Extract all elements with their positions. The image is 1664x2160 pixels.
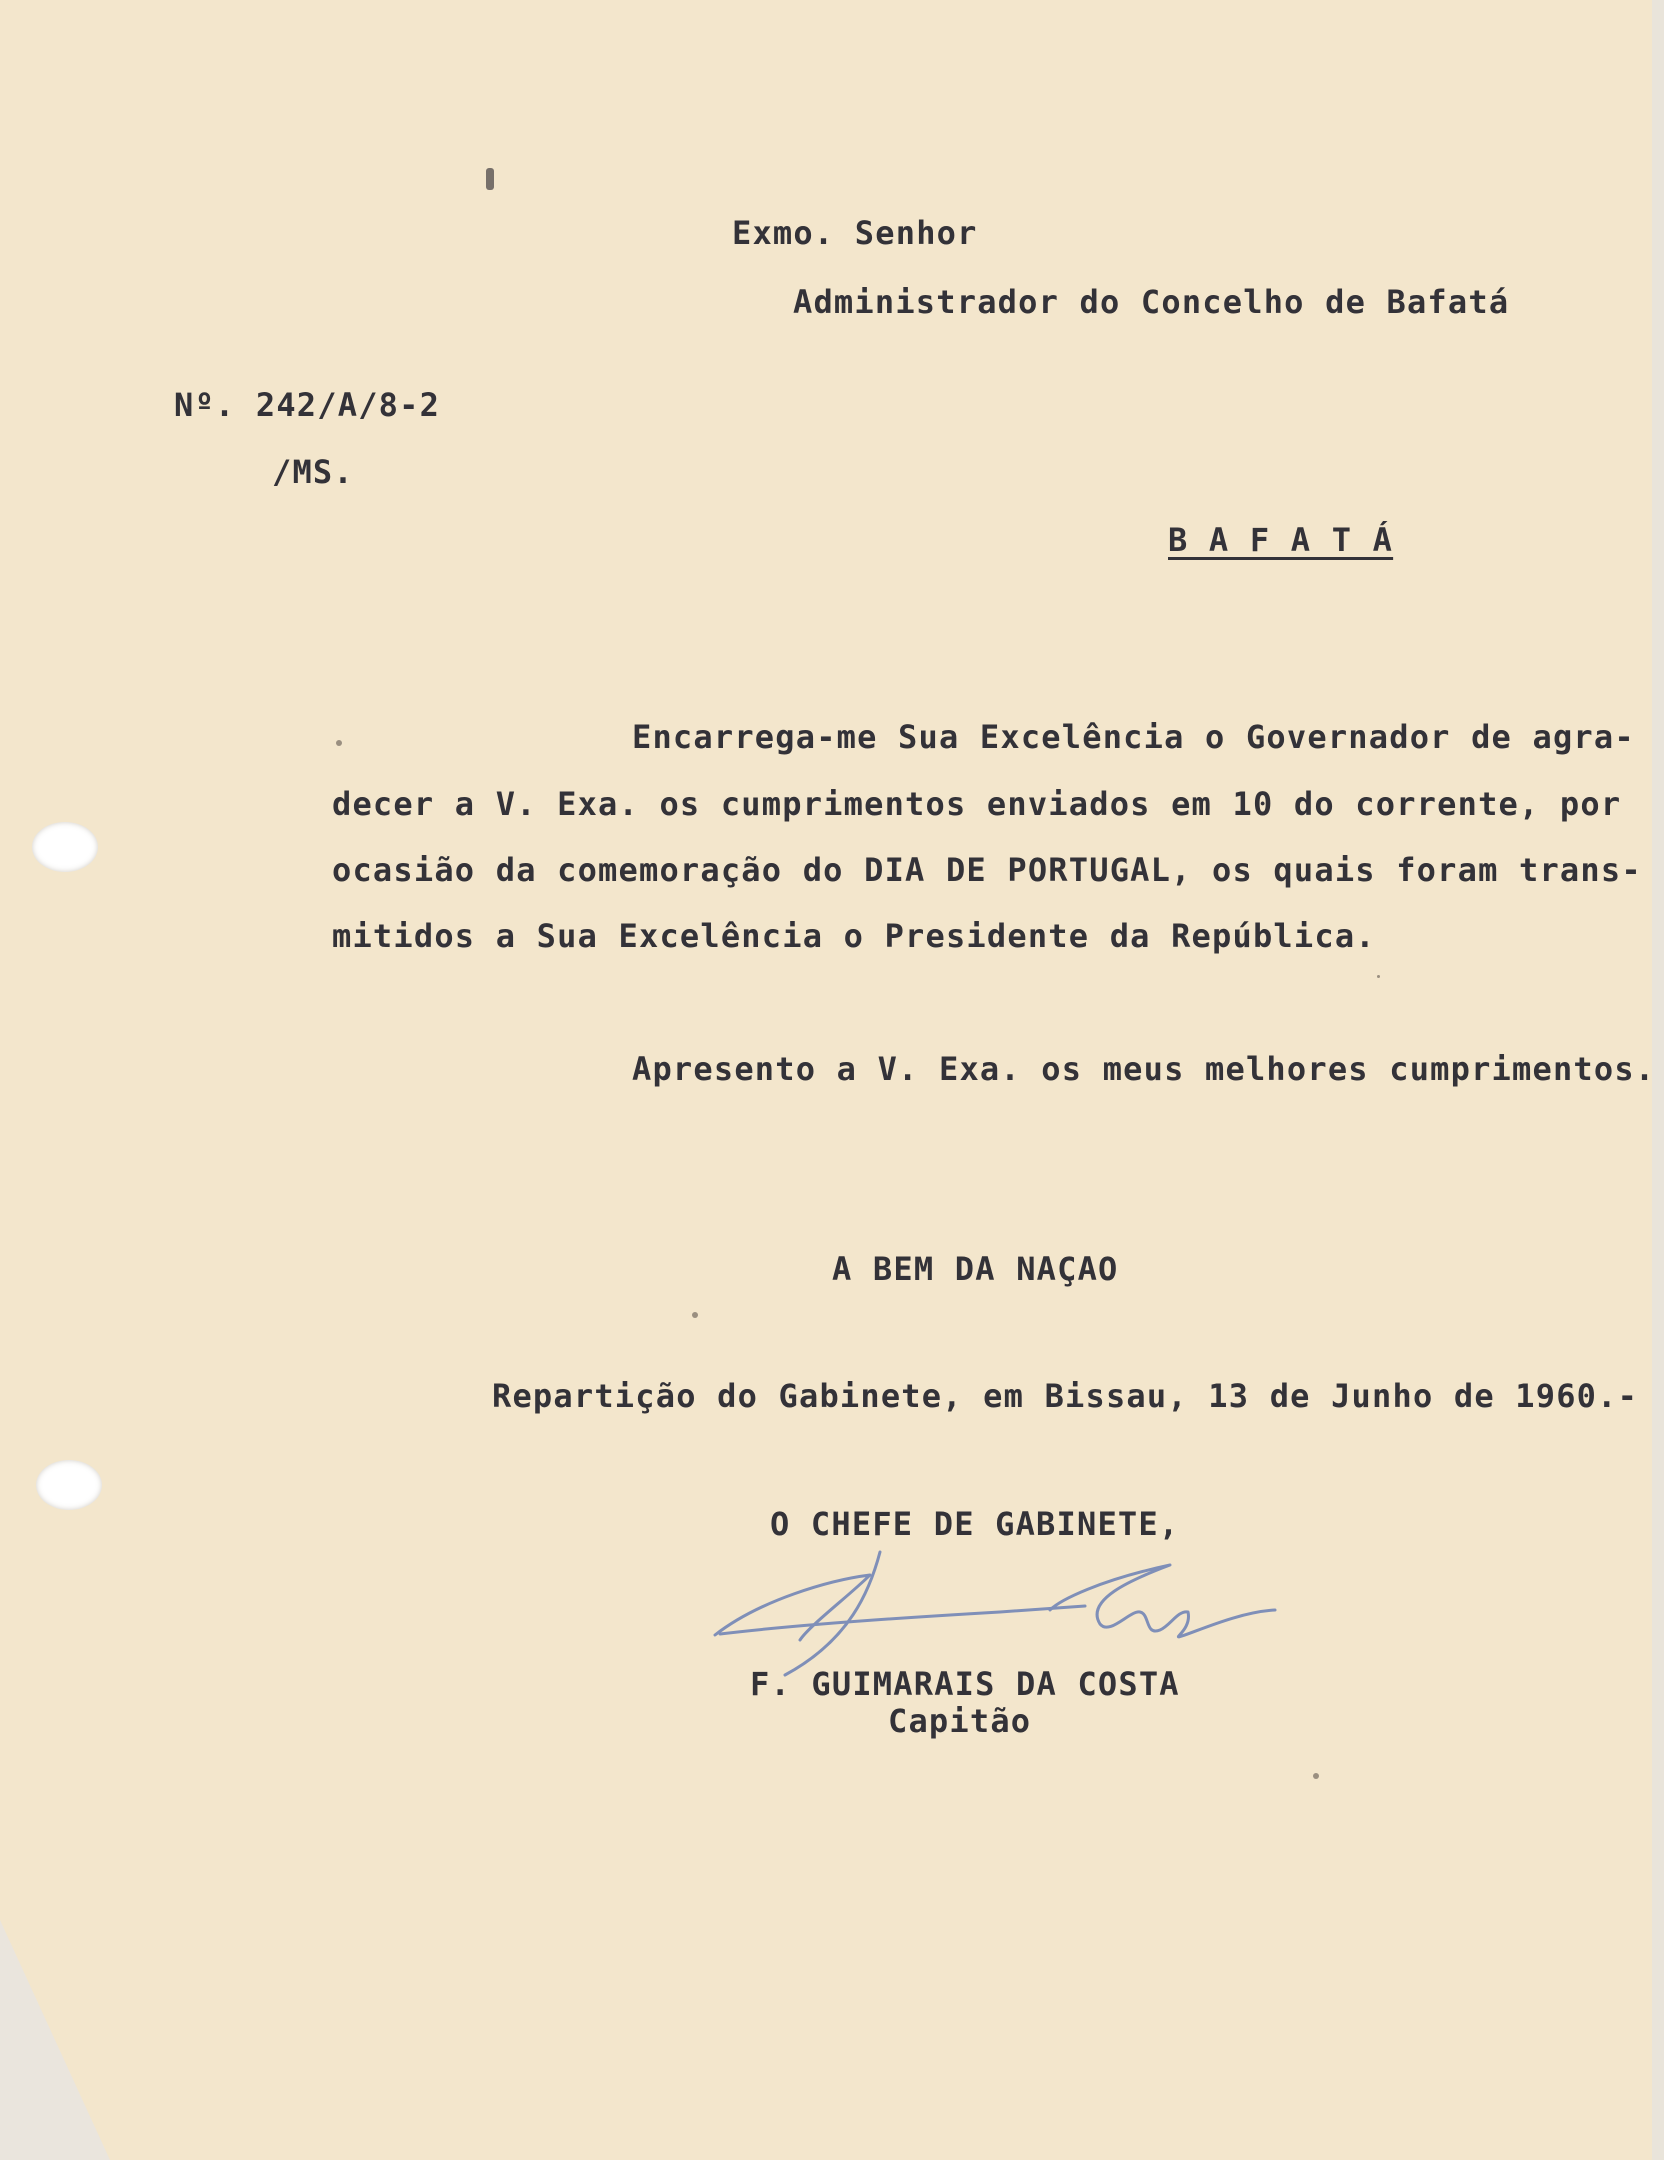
signatory-name: F. GUIMARAIS DA COSTA xyxy=(750,1665,1180,1703)
signatory-rank: Capitão xyxy=(888,1702,1032,1740)
signatory-title: O CHEFE DE GABINETE, xyxy=(770,1505,1180,1543)
ink-mark xyxy=(486,168,494,190)
reference-number: Nº. 242/A/8-2 xyxy=(174,386,441,424)
place-date: Repartição do Gabinete, em Bissau, 13 de Junho de 1960.- xyxy=(492,1377,1639,1415)
closing-paragraph: Apresento a V. Exa. os meus melhores cumprimentos. xyxy=(632,1050,1656,1088)
destination: B A F A T Á xyxy=(1168,521,1394,559)
addressee: Administrador do Concelho de Bafatá xyxy=(793,283,1510,321)
punch-hole-top xyxy=(32,822,98,872)
reference-suffix: /MS. xyxy=(272,453,354,491)
body-line-4: mitidos a Sua Excelência o Presidente da República. xyxy=(332,917,1376,955)
paper-speck xyxy=(336,740,342,746)
paper-speck xyxy=(1377,975,1380,978)
punch-hole-bottom xyxy=(36,1460,102,1510)
body-line-3: ocasião da comemoração do DIA DE PORTUGAL, os quais foram trans- xyxy=(332,851,1642,889)
body-line-1: Encarrega-me Sua Excelência o Governador de agra- xyxy=(632,718,1635,756)
motto: A BEM DA NAÇAO xyxy=(832,1250,1119,1288)
page-corner xyxy=(0,1920,110,2160)
salutation: Exmo. Senhor xyxy=(732,214,978,252)
paper-speck xyxy=(692,1312,698,1318)
body-line-2: decer a V. Exa. os cumprimentos enviados em 10 do corrente, por xyxy=(332,785,1622,823)
paper-speck xyxy=(1313,1773,1319,1779)
